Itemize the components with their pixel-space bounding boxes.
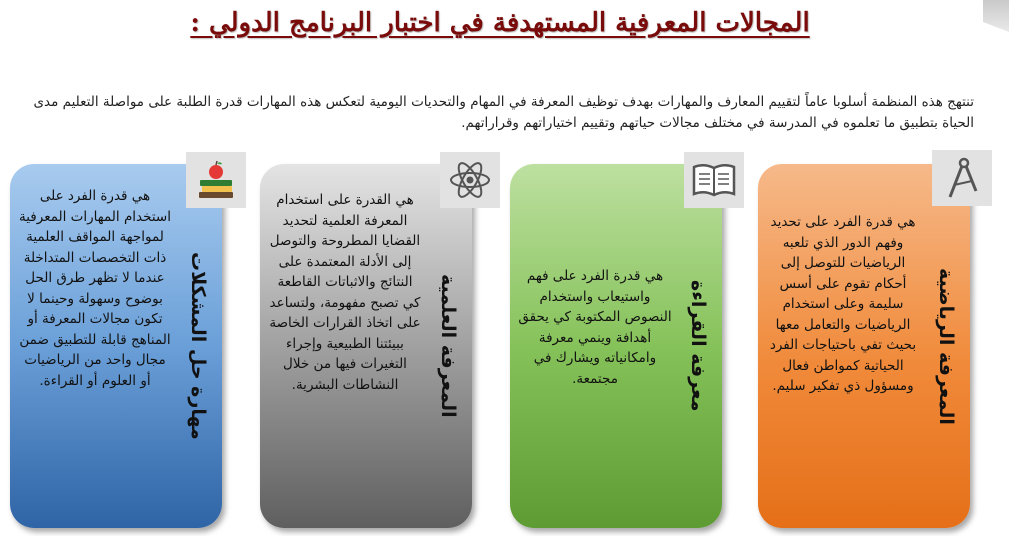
- corner-accent: [983, 0, 1009, 32]
- open-book-icon: [684, 152, 744, 208]
- card-math-text: هي قدرة الفرد على تحديد وفهم الدور الذي تلعبه الرياضيات للتوصل إلى أحكام تقوم على أسس سليمة وعلى استخدام الرياضيات والتعامل معها بحيث تفي باحتياجات الفرد الحياتية كمواطن فعال ومسؤول ذي تفكير سليم.: [769, 214, 917, 394]
- compass-icon: [932, 150, 992, 206]
- card-problem-solving-text: هي قدرة الفرد على استخدام المهارات المعرفية لمواجهة المواقف العلمية ذات التخصصات المتداخلة عندما لا تظهر طرق الحل بوضوح وسهولة وحينما لا تكون مجالات المعرفة أو المناهج قابلة للتطبيق ضمن مجال واحد من الرياضيات أو العلوم أو القراءة.: [18, 188, 171, 389]
- card-problem-solving-label: مهارة حل المشكلات: [187, 252, 209, 440]
- card-reading-literacy: [510, 164, 722, 528]
- card-reading-text: هي قدرة الفرد على فهم واستيعاب واستخدام النصوص المكتوبة كي يحقق أهدافة وينمي معرفة وامكانياته ويشارك في مجتمعة.: [518, 268, 672, 387]
- card-problem-solving: [10, 164, 222, 528]
- atom-icon: [440, 152, 500, 208]
- card-science-literacy: [260, 164, 472, 528]
- card-science-label: المعرفة العلمية: [437, 274, 459, 418]
- intro-paragraph: تنتهج هذه المنظمة أسلوبا عاماً لتقييم المعارف والمهارات بهدف توظيف المعرفة في المهام والتحديات اليومية لتعكس هذه المهارات قدرة الطلبة على مواصلة التعليم مدى الحياة بتطبيق ما تعلموه في المدرسة في مختلف مجالات حياتهم وتقييم اختياراتهم وقراراتهم.: [33, 94, 974, 131]
- card-science-text: هي القدرة على استخدام المعرفة العلمية لتحديد القضايا المطروحة والتوصل إلى الأدلة المعتمدة على النتائج والاثباتات القاطعة كي تصبح مفهومة، ولتساعد على اتخاذ القرارات الخاصة ببيئتنا الطبيعية وإجراء التغيرات فيها من خلال النشاطات البشرية.: [269, 192, 421, 393]
- page-title: المجالات المعرفية المستهدفة في اختبار البرنامج الدولي :: [190, 8, 810, 38]
- card-math-label: المعرفة الرياضية: [935, 267, 957, 425]
- books-apple-icon: [186, 152, 246, 208]
- card-math-literacy: [758, 164, 970, 528]
- card-reading-label: معرفة القراءة: [687, 280, 709, 412]
